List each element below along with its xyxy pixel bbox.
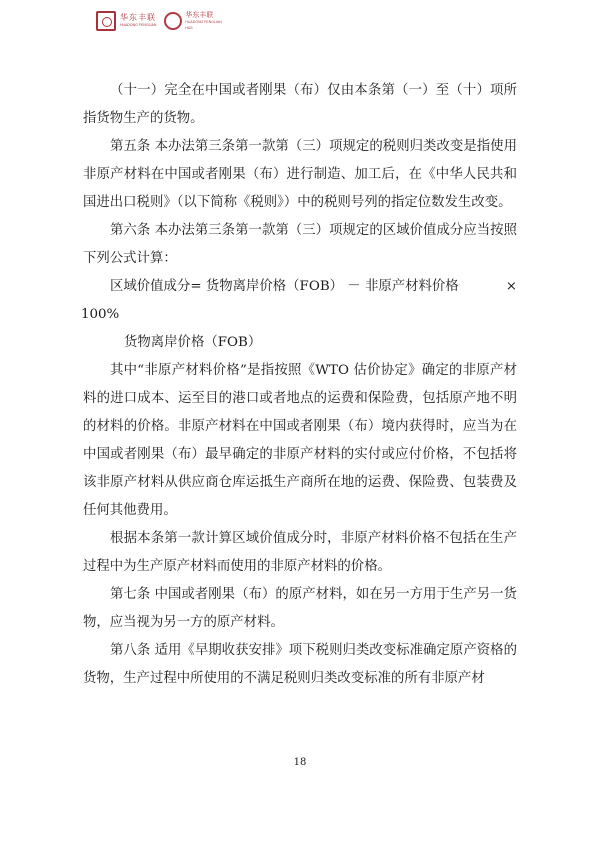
logo-a-cn: 华东丰联	[120, 13, 156, 23]
logo-b-abbr: H&S	[185, 25, 193, 30]
logo-mark-icon	[96, 11, 116, 31]
hs-logo	[164, 12, 221, 30]
page-number: 18	[293, 757, 307, 768]
paragraph: 第七条 中国或者刚果（布）的原产材料，如在另一方用于生产另一货物，应当视为另一方的原产材料。	[83, 587, 517, 630]
hs-circle-icon	[164, 12, 182, 30]
paragraph: 第八条 适用《早期收获安排》项下税则归类改变标准确定原产资格的货物，生产过程中所使用的不满足税则归类改变标准的所有非原产材	[83, 643, 517, 686]
logo-b-en: HUADONG FENGLIAN	[185, 20, 222, 24]
paragraph: 根据本条第一款计算区域价值成分时，非原产材料价格不包括在生产过程中为生产原产材料而使用的非原产材料的价格。	[83, 531, 517, 574]
formula-line	[83, 273, 517, 301]
formula-percent: 100%	[81, 307, 120, 322]
logo-a-en: HUADONG FENGLIAN	[120, 23, 157, 28]
formula-denominator: 货物离岸价格（FOB）	[124, 335, 262, 350]
paragraph: 第五条 本办法第三条第一款第（三）项规定的税则归类改变是指使用非原产材料在中国或者刚果（布）进行制造、加工后，在《中华人民共和国进出口税则》（以下简称《税则》）中的税则号列的指定位数发生改变。	[83, 139, 517, 210]
logo-b-cn: 华东丰联	[185, 11, 214, 19]
document-body	[83, 77, 517, 693]
formula-times: ×	[505, 279, 517, 294]
paragraph: 第六条 本办法第三条第一款第（三）项规定的区域价值成分应当按照下列公式计算：	[83, 223, 517, 266]
paragraph: 其中“非原产材料价格”是指按照《WTO 估价协定》确定的非原产材料的进口成本、运至目的港口或者地点的运费和保险费，包括原产地不明的材料的价格。非原产材料在中国或者刚果（布）境内获得时，应当为在中国或者刚果（布）最早确定的非原产材料的实付或应付价格，不包括将该非原产材料从供应商仓库运抵生产商所在地的运费、保险费、包装费及任何其他费用。	[83, 363, 517, 518]
paragraph: （十一）完全在中国或者刚果（布）仅由本条第（一）至（十）项所指货物生产的货物。	[83, 83, 517, 126]
huadong-fenglian-logo	[96, 11, 156, 31]
page-header	[96, 6, 222, 36]
formula-left: 区域价值成分= 货物离岸价格（FOB） － 非原产材料价格	[110, 279, 459, 294]
